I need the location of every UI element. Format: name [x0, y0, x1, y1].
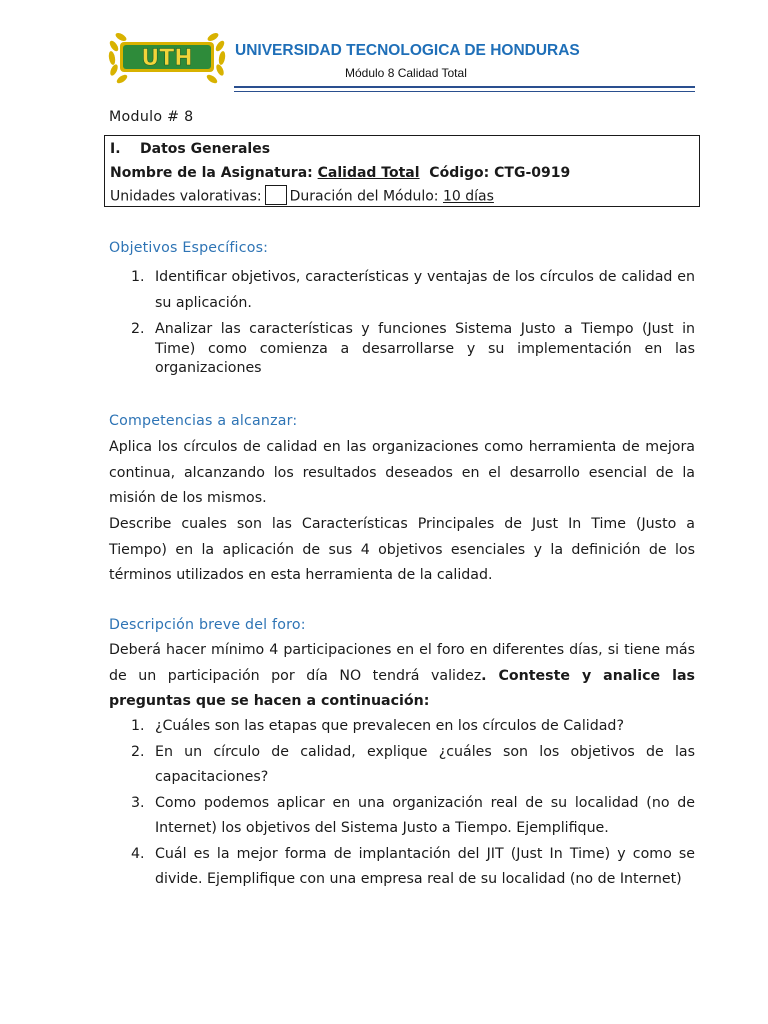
- duration-label: Duración del Módulo:: [289, 188, 443, 205]
- header-rule: [234, 86, 695, 88]
- subject-label: Nombre de la Asignatura:: [110, 164, 318, 181]
- units-value-field[interactable]: [265, 185, 287, 205]
- subject-line: [110, 162, 694, 186]
- objective-item: 2. Analizar las características y funciones Sistema Justo a Tiempo (Just in Time) como comienza a desarrollarse y su implementación en las organizaciones: [131, 321, 695, 376]
- forum-intro: Deberá hacer mínimo 4 participaciones en el foro en diferentes días, si tiene más de un participación por día NO tendrá validez. Conteste y analice las preguntas que se hacen a continuación:: [109, 642, 696, 709]
- duration-value: 10 días: [442, 188, 494, 205]
- competencies-heading: Competencias a alcanzar:: [109, 413, 298, 429]
- questions-list: [109, 714, 695, 893]
- question-item: 3. Como podemos aplicar en una organización real de su localidad (no de Internet) los objetivos del Sistema Justo a Tiempo. Ejemplifique.: [131, 794, 695, 836]
- header-subtitle: Módulo 8 Calidad Total: [345, 66, 467, 80]
- university-title: UNIVERSIDAD TECNOLOGICA DE HONDURAS: [235, 42, 580, 59]
- question-item: 1. ¿Cuáles son las etapas que prevalecen en los círculos de Calidad?: [131, 718, 624, 734]
- question-item: 2. En un círculo de calidad, explique ¿cuáles son los objetivos de las capacitaciones?: [131, 743, 695, 785]
- general-data-box: [104, 135, 700, 207]
- code-label: Código: CTG-0919: [419, 164, 571, 181]
- objective-item: 1. Identificar objetivos, características y ventajas de los círculos de calidad en su aplicación.: [131, 269, 695, 311]
- header-rule-thin: [234, 91, 695, 92]
- forum-heading: Descripción breve del foro:: [109, 617, 306, 633]
- objectives-list: [109, 265, 695, 379]
- logo-text: UTH: [141, 46, 193, 71]
- general-section-label: I. Datos Generales: [110, 141, 271, 157]
- competencies-paragraph-1: Aplica los círculos de calidad en las organizaciones como herramienta de mejora continua, alcanzando los resultados deseados en el desarrollo esencial de la misión de los mismos.: [109, 439, 695, 506]
- units-line: [110, 185, 694, 209]
- objectives-heading: Objetivos Específicos:: [109, 240, 269, 256]
- competencies-paragraph-2: Describe cuales son las Características Principales de Just In Time (Justo a Tiempo) en la aplicación de sus 4 objetivos esenciales y la definición de los términos utilizados en esta herramienta de la calidad.: [109, 516, 695, 583]
- question-item: 4. Cuál es la mejor forma de implantación del JIT (Just In Time) y como se divide. Ejemplifique con una empresa real de su localidad (no de Internet): [131, 845, 695, 887]
- uth-logo: [104, 28, 230, 86]
- module-title: Modulo # 8: [109, 109, 194, 125]
- subject-value: Calidad Total: [317, 164, 420, 181]
- module-title-wrap: [109, 108, 695, 134]
- units-label: Unidades valorativas:: [110, 188, 262, 205]
